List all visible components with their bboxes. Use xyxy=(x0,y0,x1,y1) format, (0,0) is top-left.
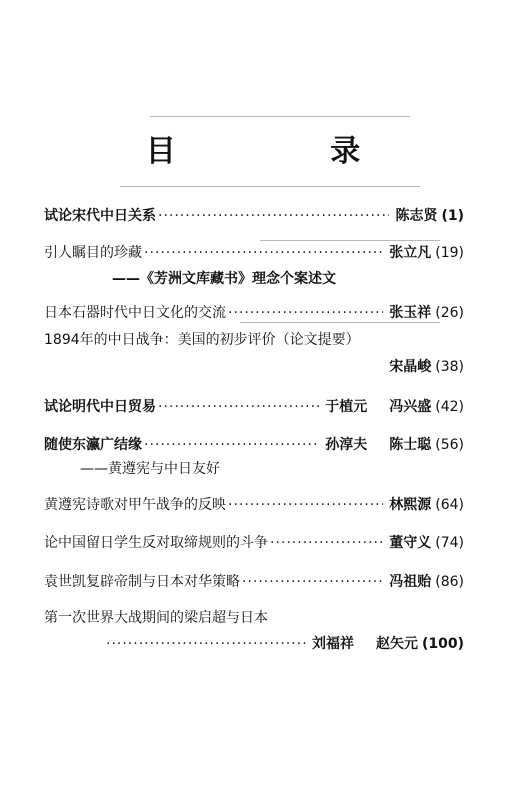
toc-entry xyxy=(44,534,464,552)
entry-title: 袁世凯复辟帝制与日本对华策略 xyxy=(44,574,240,590)
entry-title: 试论明代中日贸易 xyxy=(44,399,156,415)
entry-author: 张立凡 xyxy=(389,245,432,261)
toc-entry xyxy=(44,304,464,322)
entry-page: (38) xyxy=(435,359,464,375)
scan-artifact xyxy=(240,322,440,323)
entry-author: 董守义 xyxy=(389,535,432,551)
toc-entry xyxy=(44,207,464,225)
dot-leader xyxy=(144,244,383,262)
entry-page: (86) xyxy=(435,574,464,590)
scan-artifact xyxy=(260,240,440,241)
toc-entry xyxy=(44,358,464,376)
entry-page: (26) xyxy=(435,305,464,321)
entry-page: (74) xyxy=(435,535,464,551)
entry-author: 陈士聪 xyxy=(389,437,432,453)
dot-leader xyxy=(144,436,319,454)
entry-page: (19) xyxy=(435,245,464,261)
toc-entry xyxy=(44,573,464,591)
entry-author: 冯兴盛 xyxy=(389,399,432,415)
toc-entry xyxy=(44,496,464,514)
dot-leader xyxy=(228,496,383,514)
entry-title: 黄遵宪诗歌对甲午战争的反映 xyxy=(44,497,226,513)
entry-author: 孙淳夫 xyxy=(325,437,368,453)
entry-page: (64) xyxy=(435,497,464,513)
entry-author: 于植元 xyxy=(325,399,368,415)
entry-page: (42) xyxy=(435,399,464,415)
entry-author: 赵矢元 xyxy=(375,636,418,652)
scan-artifact xyxy=(120,186,420,187)
entry-author: 林熙源 xyxy=(389,497,432,513)
entry-author: 冯祖贻 xyxy=(389,574,432,590)
entry-title: 随使东瀛广结缘 xyxy=(44,437,142,453)
dot-leader xyxy=(158,207,389,225)
entry-author: 陈志贤 xyxy=(395,208,438,224)
entry-title: 引人瞩目的珍藏 xyxy=(44,245,142,261)
entry-title: 日本石器时代中日文化的交流 xyxy=(44,305,226,321)
toc-entry xyxy=(44,244,464,262)
entry-page: (100) xyxy=(421,636,464,652)
entry-author: 张玉祥 xyxy=(389,305,432,321)
dot-leader xyxy=(228,304,383,322)
entry-author: 刘福祥 xyxy=(311,636,354,652)
toc-entry xyxy=(44,398,464,416)
page-title: 目 录 xyxy=(145,134,433,169)
toc-entry xyxy=(44,436,464,454)
entry-page: (56) xyxy=(435,437,464,453)
entry-page: (1) xyxy=(441,208,464,224)
entry-title: 论中国留日学生反对取缔规则的斗争 xyxy=(44,535,268,551)
entry-title: 试论宋代中日关系 xyxy=(44,208,156,224)
entry-author: 宋晶峻 xyxy=(389,359,432,375)
dot-leader xyxy=(242,573,383,591)
dot-leader xyxy=(106,635,306,653)
entry-title: 1894年的中日战争：美国的初步评价（论文提要） xyxy=(44,332,360,348)
scan-artifact xyxy=(150,116,410,117)
entry-title: 第一次世界大战期间的梁启超与日本 xyxy=(44,610,268,626)
entry-subtitle: ——黄遵宪与中日友好 xyxy=(80,461,220,477)
dot-leader xyxy=(270,534,383,552)
dot-leader xyxy=(158,398,319,416)
entry-subtitle: ——《芳洲文库藏书》理念个案述文 xyxy=(112,271,336,287)
toc-entry xyxy=(104,635,464,653)
